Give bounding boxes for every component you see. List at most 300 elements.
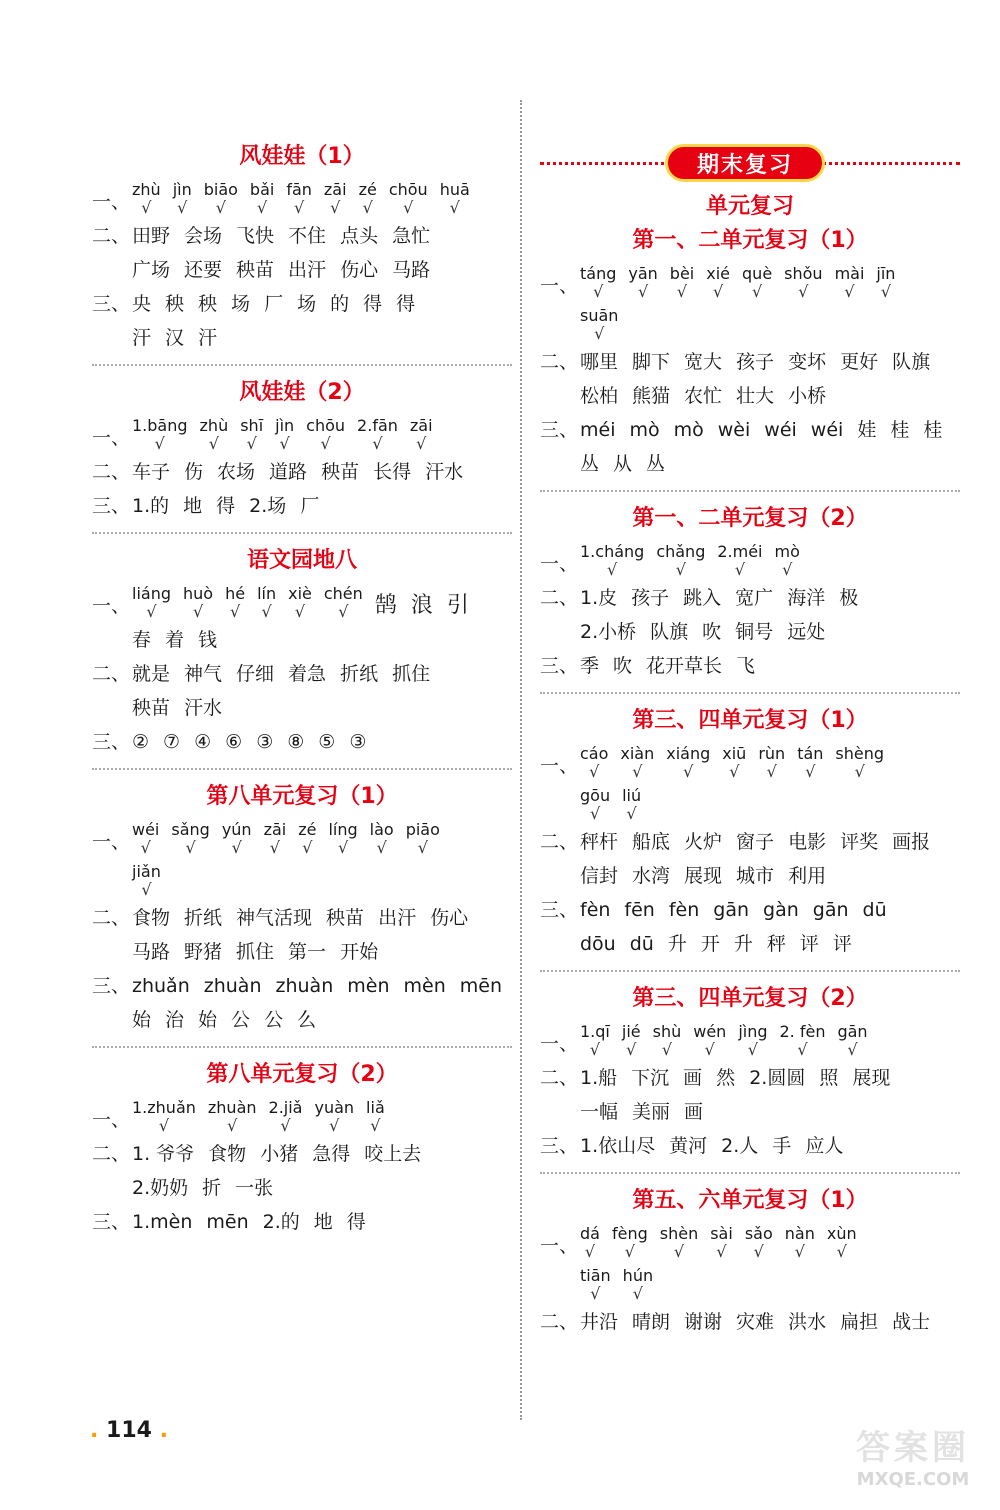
row-label: 三、 — [92, 495, 131, 517]
pinyin-text: lào — [369, 820, 394, 839]
answer-item: 场 — [231, 293, 251, 315]
pinyin-answer — [324, 180, 347, 216]
row-label: 一、 — [92, 191, 131, 213]
pinyin-answer — [580, 786, 610, 822]
pinyin-text: dá — [580, 1224, 600, 1243]
answer-item: méi — [580, 419, 616, 441]
pinyin-text: jìn — [172, 180, 192, 199]
answer-item: wéi — [764, 419, 797, 441]
pinyin-text: wén — [693, 1022, 727, 1041]
answer-item: 农场 — [217, 461, 256, 483]
row-label: 三、 — [540, 1135, 579, 1157]
answer-item: ④ — [194, 731, 212, 753]
check-mark: √ — [294, 602, 306, 621]
pinyin-text: liú — [622, 786, 642, 805]
check-mark: √ — [215, 198, 226, 217]
answer-item: 队旗 — [650, 621, 689, 643]
pinyin-answer — [314, 1098, 354, 1134]
answer-item: 抓住 — [392, 663, 431, 685]
check-mark: √ — [704, 1040, 715, 1059]
answer-item: 丛 — [646, 453, 666, 475]
left-column — [92, 100, 512, 1236]
answer-item: 一张 — [235, 1177, 274, 1199]
answer-item: 2.的 — [262, 1211, 300, 1233]
answer-item: 桂 — [890, 419, 910, 441]
answer-row — [540, 542, 960, 578]
pinyin-answer — [370, 820, 394, 856]
answer-item: 宽大 — [684, 351, 723, 373]
check-mark: √ — [766, 762, 777, 781]
section-separator — [92, 768, 512, 770]
banner-label: 期末复习 — [665, 144, 825, 182]
answer-row — [92, 180, 512, 216]
pinyin-text: hún — [622, 1266, 654, 1285]
answer-item: 田野 — [132, 225, 171, 247]
answer-item: 仔细 — [236, 663, 275, 685]
answer-item: 还要 — [184, 259, 223, 281]
section-separator — [540, 692, 960, 694]
answer-item: fèn — [668, 899, 700, 921]
check-mark: √ — [329, 1116, 340, 1135]
answer-row — [92, 694, 512, 722]
check-mark: √ — [257, 198, 268, 217]
answer-item: 的 — [330, 293, 350, 315]
answer-item: ⑧ — [287, 731, 305, 753]
answer-item: 花开草长 — [646, 655, 723, 677]
answer-item: 出汗 — [378, 907, 417, 929]
row-label: 一、 — [92, 595, 131, 617]
check-mark: √ — [626, 1040, 637, 1059]
answer-item: dū — [862, 899, 887, 921]
row-label: 一、 — [540, 275, 579, 297]
pinyin-text: xùn — [826, 1224, 857, 1243]
answer-item: 哪里 — [580, 351, 619, 373]
pinyin-answer — [306, 416, 345, 452]
answer-row — [92, 972, 512, 1000]
answer-item: 地 — [313, 1211, 333, 1233]
row-label: 二、 — [540, 831, 579, 853]
section-separator — [92, 532, 512, 534]
pinyin-answer — [784, 264, 822, 300]
section-title: 第三、四单元复习（1） — [632, 708, 868, 733]
answer-item: 场 — [297, 293, 317, 315]
answer-item: 熊猫 — [632, 385, 671, 407]
answer-item: 广场 — [132, 259, 171, 281]
pinyin-answer — [837, 1022, 867, 1058]
answer-item: 着急 — [288, 663, 327, 685]
check-mark: √ — [177, 198, 188, 217]
answer-row — [92, 1174, 512, 1202]
pinyin-answer — [653, 1022, 682, 1058]
answer-item: 治 — [165, 1009, 185, 1031]
row-label: 二、 — [92, 907, 131, 929]
answer-item: 秧 — [198, 293, 218, 315]
answer-item: 2.奶奶 — [132, 1177, 189, 1199]
pinyin-text: zhù — [132, 180, 161, 199]
row-label: 一、 — [540, 553, 579, 575]
section-title: 第八单元复习（1） — [206, 784, 398, 809]
check-mark: √ — [417, 838, 428, 857]
pinyin-text: bǎi — [249, 180, 275, 199]
answer-item: dōu — [580, 933, 616, 955]
answer-item: zhuàn — [203, 975, 262, 997]
answer-item: 厂 — [300, 495, 320, 517]
answer-item: ⑥ — [225, 731, 243, 753]
row-label: 一、 — [540, 755, 579, 777]
answer-item: 秤杆 — [580, 831, 619, 853]
answer-row — [540, 1266, 960, 1302]
pinyin-text: 1.qī — [580, 1022, 610, 1041]
answer-item: 从 — [613, 453, 633, 475]
answer-row — [540, 862, 960, 890]
answer-row — [92, 862, 512, 898]
section-title: 风娃娃（2） — [239, 380, 365, 405]
check-mark: √ — [624, 1242, 635, 1261]
answer-item: 井沿 — [580, 1311, 619, 1333]
row-label: 一、 — [92, 831, 131, 853]
answer-item: 开始 — [340, 941, 379, 963]
pinyin-text: chǎng — [656, 542, 706, 561]
answer-item: 小桥 — [788, 385, 827, 407]
pinyin-answer — [580, 542, 644, 578]
answer-item: 评 — [799, 933, 819, 955]
answer-item: 海洋 — [787, 587, 826, 609]
answer-item: ⑦ — [163, 731, 181, 753]
answer-item: wéi — [810, 419, 844, 441]
pinyin-answer — [758, 744, 785, 780]
pinyin-text: shèng — [835, 744, 885, 763]
pinyin-text: yún — [221, 820, 252, 839]
answer-item: 照 — [819, 1067, 839, 1089]
answer-item: 黄河 — [669, 1135, 708, 1157]
answer-row — [540, 744, 960, 780]
pinyin-text: piāo — [405, 820, 440, 839]
row-label: 三、 — [92, 975, 131, 997]
pinyin-answer — [580, 306, 618, 342]
answer-item: 折纸 — [184, 907, 223, 929]
answer-row — [92, 1208, 512, 1236]
answer-item: 更好 — [840, 351, 879, 373]
answer-item: 飞 — [736, 655, 756, 677]
pinyin-text: gōu — [580, 786, 611, 805]
answer-item: 始 — [198, 1009, 218, 1031]
answer-item: 得 — [216, 495, 236, 517]
pinyin-answer — [710, 1224, 733, 1260]
section-separator — [92, 364, 512, 366]
check-mark: √ — [141, 880, 152, 899]
answer-row — [540, 450, 960, 478]
answer-item: 春 — [132, 629, 152, 651]
pinyin-answer — [660, 1224, 698, 1260]
final-review-banner — [540, 144, 960, 184]
answer-item: 央 — [132, 293, 152, 315]
section-title: 语文园地八 — [246, 548, 357, 573]
answer-row — [92, 256, 512, 284]
pinyin-text: chōu — [388, 180, 428, 199]
answer-item: dū — [629, 933, 654, 955]
answer-item: 1.船 — [580, 1067, 618, 1089]
answer-item: 丛 — [580, 453, 600, 475]
answer-item: 电影 — [788, 831, 827, 853]
answer-row — [92, 458, 512, 486]
pinyin-answer — [876, 264, 895, 300]
answer-item: 升 — [733, 933, 753, 955]
check-mark: √ — [302, 838, 313, 857]
answer-item: 马路 — [132, 941, 171, 963]
answer-row — [92, 324, 512, 352]
answer-row — [92, 584, 512, 620]
answer-item: 开 — [700, 933, 720, 955]
check-mark: √ — [798, 282, 809, 301]
section-separator — [92, 1046, 512, 1048]
row-label: 三、 — [92, 1211, 131, 1233]
answer-item: 评奖 — [840, 831, 879, 853]
answer-item: 折纸 — [340, 663, 379, 685]
answer-row — [540, 382, 960, 410]
pinyin-answer — [225, 584, 245, 620]
row-label: 三、 — [540, 419, 579, 441]
answer-item: 1.皮 — [580, 587, 618, 609]
answer-item: 战士 — [892, 1311, 931, 1333]
answer-row — [540, 306, 960, 342]
answer-item: 始 — [132, 1009, 152, 1031]
pinyin-text: zāi — [409, 416, 433, 435]
pinyin-answer — [738, 1022, 767, 1058]
pinyin-answer — [328, 820, 357, 856]
unit-review-heading: 单元复习 — [705, 194, 794, 219]
answer-item: 下沉 — [631, 1067, 670, 1089]
pinyin-text: xiè — [288, 584, 312, 603]
pinyin-answer — [666, 744, 710, 780]
answer-item: mèn — [403, 975, 446, 997]
check-mark: √ — [589, 762, 600, 781]
answer-item: 1.mèn — [132, 1211, 193, 1233]
row-label: 三、 — [92, 293, 131, 315]
check-mark: √ — [280, 1116, 291, 1135]
check-mark: √ — [141, 198, 152, 217]
check-mark: √ — [589, 1040, 601, 1059]
answer-row — [92, 492, 512, 520]
answer-item: 2.场 — [249, 495, 287, 517]
pinyin-text: sǎng — [171, 820, 210, 839]
answer-item: 画报 — [892, 831, 931, 853]
row-label: 二、 — [92, 225, 131, 247]
answer-item: 画 — [684, 1101, 704, 1123]
check-mark: √ — [683, 762, 694, 781]
answer-item: mò — [629, 419, 660, 441]
check-mark: √ — [269, 838, 280, 857]
answer-item: 折 — [202, 1177, 222, 1199]
answer-item: ⑤ — [318, 731, 336, 753]
answer-item: 地 — [183, 495, 203, 517]
pinyin-answer — [208, 1098, 257, 1134]
answer-item: 伤心 — [340, 259, 379, 281]
check-mark: √ — [362, 198, 373, 217]
answer-row — [540, 786, 960, 822]
answer-item: 小猪 — [260, 1143, 299, 1165]
pinyin-text: táng — [580, 264, 617, 283]
check-mark: √ — [589, 804, 601, 823]
check-mark: √ — [154, 434, 165, 453]
pinyin-answer — [222, 820, 252, 856]
answer-row — [92, 904, 512, 932]
check-mark: √ — [734, 560, 746, 579]
answer-item: mēn — [459, 975, 502, 997]
pinyin-answer — [240, 416, 263, 452]
answer-item: 孩子 — [736, 351, 775, 373]
check-mark: √ — [140, 838, 151, 857]
pinyin-answer — [366, 1098, 385, 1134]
answer-row — [540, 1064, 960, 1092]
answer-item: 一幅 — [580, 1101, 619, 1123]
check-mark: √ — [372, 434, 383, 453]
pinyin-answer — [628, 264, 657, 300]
pinyin-answer — [623, 1266, 653, 1302]
answer-item: 钱 — [198, 629, 218, 651]
pinyin-answer — [622, 1022, 641, 1058]
column-divider — [520, 100, 522, 1420]
pinyin-answer — [324, 584, 363, 620]
pinyin-text: cáo — [580, 744, 609, 763]
answer-item: 2.人 — [721, 1135, 759, 1157]
answer-item: 长得 — [373, 461, 412, 483]
answer-item: 食物 — [208, 1143, 247, 1165]
pinyin-answer — [612, 1224, 648, 1260]
answer-item: 秧苗 — [326, 907, 365, 929]
pinyin-answer — [132, 584, 171, 620]
answer-item: 窗子 — [736, 831, 775, 853]
pinyin-answer — [580, 1266, 611, 1302]
section-title: 第八单元复习（2） — [206, 1062, 398, 1087]
answer-row — [540, 584, 960, 612]
pinyin-text: huò — [183, 584, 214, 603]
pinyin-text: jié — [621, 1022, 641, 1041]
answer-item: 铜号 — [735, 621, 774, 643]
check-mark: √ — [751, 282, 763, 301]
answer-item: 然 — [716, 1067, 736, 1089]
answer-item: 画 — [683, 1067, 703, 1089]
check-mark: √ — [208, 434, 219, 453]
check-mark: √ — [227, 1116, 238, 1135]
answer-row — [540, 1022, 960, 1058]
answer-char: 鹄 — [374, 593, 397, 618]
pinyin-text: xiáng — [666, 744, 711, 763]
pinyin-text: jīn — [876, 264, 896, 283]
page-number: . 114 . — [90, 1418, 168, 1443]
answer-item: zhuǎn — [132, 975, 190, 997]
answer-item: 城市 — [736, 865, 775, 887]
answer-item: 远处 — [787, 621, 826, 643]
pinyin-answer — [389, 180, 428, 216]
pinyin-answer — [722, 744, 746, 780]
answer-item: 汉 — [165, 327, 185, 349]
pinyin-answer — [835, 264, 865, 300]
check-mark: √ — [231, 838, 242, 857]
answer-char: 浪 — [410, 593, 433, 618]
pinyin-text: mò — [774, 542, 800, 561]
answer-item: 娃 — [857, 419, 877, 441]
pinyin-text: 2.fān — [357, 416, 398, 435]
answer-item: fèn — [580, 899, 611, 921]
answer-item: 季 — [580, 655, 600, 677]
pinyin-answer — [580, 264, 616, 300]
answer-item: 野猪 — [184, 941, 223, 963]
answer-item: 秤 — [766, 933, 786, 955]
pinyin-answer — [780, 1022, 826, 1058]
pinyin-answer — [269, 1098, 303, 1134]
answer-item: 评 — [832, 933, 852, 955]
row-label: 二、 — [540, 1311, 579, 1333]
answer-item: 马路 — [392, 259, 431, 281]
pinyin-text: sǎo — [744, 1224, 773, 1243]
pinyin-text: jìn — [275, 416, 295, 435]
pinyin-text: tán — [797, 744, 824, 763]
answer-row — [92, 820, 512, 856]
answer-row — [92, 728, 512, 756]
answer-item: mò — [673, 419, 704, 441]
answer-item: 洪水 — [788, 1311, 827, 1333]
answer-item: ③ — [256, 731, 274, 753]
answer-item: 出汗 — [288, 259, 327, 281]
pinyin-answer — [359, 180, 377, 216]
pinyin-text: hé — [225, 584, 246, 603]
check-mark: √ — [797, 1040, 808, 1059]
pinyin-answer — [797, 744, 823, 780]
pinyin-text: bèi — [669, 264, 695, 283]
answer-item: gān — [812, 899, 849, 921]
answer-row — [92, 626, 512, 654]
row-label: 二、 — [540, 351, 579, 373]
answer-item: 第一 — [288, 941, 327, 963]
answer-item: 1. 爷爷 — [132, 1143, 195, 1165]
answer-item: 公 — [231, 1009, 251, 1031]
answer-item: 孩子 — [631, 587, 670, 609]
pinyin-answer — [785, 1224, 815, 1260]
pinyin-text: shèn — [659, 1224, 699, 1243]
pinyin-text: fèng — [611, 1224, 648, 1243]
answer-item: 松柏 — [580, 385, 619, 407]
answer-row — [540, 930, 960, 958]
watermark-bottom: MXQE.COM — [856, 1469, 970, 1490]
pinyin-text: 2. fèn — [779, 1022, 826, 1041]
pinyin-answer — [183, 584, 213, 620]
check-mark: √ — [593, 282, 604, 301]
check-mark: √ — [449, 198, 460, 217]
row-label: 三、 — [92, 731, 131, 753]
check-mark: √ — [836, 1242, 847, 1261]
answer-item: 秧苗 — [132, 697, 171, 719]
answer-item: 秧 — [165, 293, 185, 315]
answer-item: 吹 — [702, 621, 722, 643]
row-label: 二、 — [92, 663, 131, 685]
answer-item: 汗 — [198, 327, 218, 349]
answer-item: mēn — [206, 1211, 249, 1233]
pinyin-answer — [580, 1224, 600, 1260]
answer-item: 跳入 — [683, 587, 722, 609]
pinyin-answer — [827, 1224, 857, 1260]
check-mark: √ — [805, 762, 816, 781]
check-mark: √ — [729, 762, 740, 781]
pinyin-answer — [298, 820, 316, 856]
answer-item: 水湾 — [632, 865, 671, 887]
answer-item: 汗水 — [425, 461, 464, 483]
pinyin-text: tiān — [580, 1266, 611, 1285]
answer-item: 队旗 — [892, 351, 931, 373]
pinyin-answer — [250, 180, 274, 216]
pinyin-text: yuàn — [314, 1098, 355, 1117]
check-mark: √ — [403, 198, 414, 217]
row-label: 二、 — [92, 1143, 131, 1165]
